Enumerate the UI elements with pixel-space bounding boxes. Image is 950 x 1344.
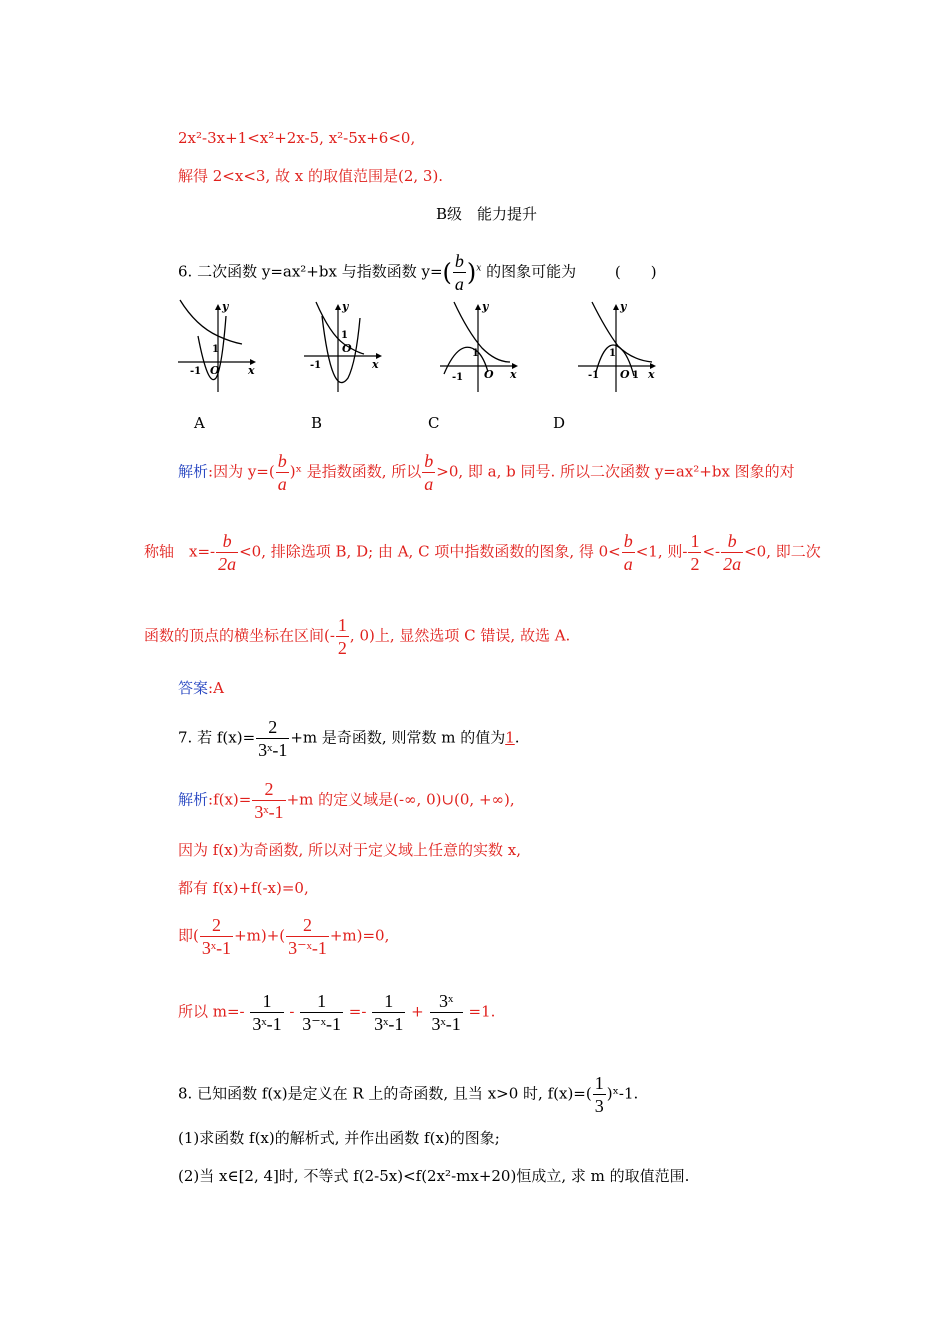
solution-label: 解析: [178, 462, 209, 481]
q6-text-b: 的图象可能为: [486, 262, 577, 281]
fraction-b-over-a: $\frac{b}{a}$: [454, 251, 464, 294]
y-axis-label: y: [222, 300, 229, 313]
solution-7-line-4: 即( $\frac{2}{\text{3ˣ-1}}$ +m)+( $\frac{2}{\text{3⁻ˣ-1}}$ +m)=0,: [178, 915, 390, 958]
graph-option-a: [176, 296, 260, 396]
fraction-1-over-3x-minus-1: $\frac{1}{\text{3ˣ-1}}$: [252, 991, 282, 1034]
fill-blank-answer: 1: [505, 728, 515, 747]
solution-7-line-1: 解析:f(x)= $\frac{2}{\text{3ˣ-1}}$ +m 的定义域是(-∞, 0)∪(0, +∞),: [178, 779, 515, 822]
solution-6-line-2: 称轴 x=- $\frac{b}{2a}$ <0, 排除选项 B, D; 由 A, C 项中指数函数的图象, 得 0< $\frac{b}{a}$ <1, 则- $\frac{1}{2}$ <- $\frac{b}{2a}$ <0, 即二次: [144, 531, 821, 574]
y-axis-label: y: [342, 300, 349, 313]
q6-text-a: 6. 二次函数 y=ax²+bx 与指数函数 y=: [178, 262, 443, 281]
tick-1-x: 1: [632, 370, 639, 381]
y-axis-label: y: [482, 300, 489, 313]
option-label-a: A: [194, 414, 205, 432]
fraction-1-over-3-negx-minus-1: $\frac{1}{\text{3⁻ˣ-1}}$: [302, 991, 341, 1034]
tick-1: 1: [341, 330, 348, 341]
tick-1: 1: [609, 348, 616, 359]
tick-neg1: -1: [190, 366, 202, 377]
fraction-b-over-a: $\frac{b}{a}$: [424, 451, 434, 494]
fraction-one-half: $\frac{1}{2}$: [337, 615, 347, 658]
fraction-3x-over-3x-minus-1: $\frac{\text{3ˣ}}{\text{3ˣ-1}}$: [431, 991, 461, 1034]
fraction-b-over-a: $\frac{b}{a}$: [623, 531, 633, 574]
tick-1: 1: [472, 348, 479, 359]
prev-solution-line-1: 2x²-3x+1<x²+2x-5, x²-5x+6<0,: [178, 129, 416, 147]
tick-neg1: -1: [452, 372, 464, 383]
fraction-2-over-3-negx-minus-1: $\frac{2}{\text{3⁻ˣ-1}}$: [288, 915, 327, 958]
x-axis-label: x: [510, 368, 517, 381]
solution-7-line-3: 都有 f(x)+f(-x)=0,: [178, 879, 309, 897]
fraction-one-third: $\frac{1}{3}$: [594, 1073, 604, 1116]
origin-label: O: [620, 368, 630, 381]
paren-close: ): [466, 258, 477, 287]
solution-6-line-1: 解析:因为 y=( $\frac{b}{a}$ )ˣ 是指数函数, 所以 $\frac{b}{a}$ >0, 即 a, b 同号. 所以二次函数 y=ax²+bx 图象的对: [178, 451, 795, 494]
option-label-d: D: [553, 414, 566, 432]
graph-option-b: [302, 296, 386, 396]
section-heading: B级 能力提升: [436, 205, 538, 223]
tick-1: 1: [212, 344, 219, 355]
y-axis-label: y: [620, 300, 627, 313]
option-label-b: B: [311, 414, 323, 432]
question-8-part-1: (1)求函数 f(x)的解析式, 并作出函数 f(x)的图象;: [178, 1129, 500, 1147]
fraction-2-over-3x-minus-1: $\frac{2}{\text{3ˣ-1}}$: [254, 779, 284, 822]
x-axis-label: x: [648, 368, 655, 381]
fraction-b-over-a: $\frac{b}{a}$: [277, 451, 287, 494]
question-8: 8. 已知函数 f(x)是定义在 R 上的奇函数, 且当 x>0 时, f(x)=( $\frac{1}{3}$ )ˣ-1.: [178, 1073, 639, 1116]
fraction-1-over-3x-minus-1: $\frac{1}{\text{3ˣ-1}}$: [374, 991, 404, 1034]
fraction-b-over-2a: $\frac{b}{2a}$: [723, 531, 742, 574]
answer-paren: ( ): [614, 262, 657, 281]
x-axis-label: x: [372, 358, 379, 371]
origin-label: O: [484, 368, 494, 381]
fraction-2-over-3x-minus-1: $\frac{2}{\text{3ˣ-1}}$: [201, 915, 232, 958]
answer-6: [178, 678, 224, 698]
fraction-one-half: $\frac{1}{2}$: [690, 531, 700, 574]
solution-7-line-2: 因为 f(x)为奇函数, 所以对于定义域上任意的实数 x,: [178, 841, 522, 859]
tick-neg1: -1: [588, 370, 600, 381]
option-label-c: C: [428, 414, 440, 432]
origin-label: O: [210, 364, 220, 377]
fraction-2-over-3x-minus-1: $\frac{2}{\text{3ˣ-1}}$: [258, 717, 288, 760]
answer-value: :A: [208, 679, 224, 697]
graph-option-d: [576, 296, 660, 396]
tick-neg1: -1: [310, 360, 322, 371]
question-7: 7. 若 f(x)= $\frac{2}{\text{3ˣ-1}}$ +m 是奇函数, 则常数 m 的值为1.: [178, 717, 520, 760]
prev-solution-line-2: 解得 2<x<3, 故 x 的取值范围是(2, 3).: [178, 167, 444, 185]
solution-6-line-3: 函数的顶点的横坐标在区间(- $\frac{1}{2}$ , 0)上, 显然选项 C 错误, 故选 A.: [144, 615, 571, 658]
origin-label: O: [342, 342, 352, 355]
solution-label: 解析: [178, 790, 209, 809]
graph-option-c: [438, 296, 522, 396]
question-6: 6. 二次函数 y=ax²+bx 与指数函数 y=( $\frac{b}{a}$ )$^x$ 的图象可能为 ( ): [178, 251, 657, 294]
solution-7-line-5: 所以 m=- $\frac{1}{\text{3ˣ-1}}$ - $\frac{1}{\text{3⁻ˣ-1}}$ =- $\frac{1}{\text{3ˣ-1}}$ + $\frac{\text{3ˣ}}{\text{3ˣ-1}}$ =1.: [178, 991, 496, 1034]
answer-label: 答案: [178, 679, 209, 697]
question-8-part-2: (2)当 x∈[2, 4]时, 不等式 f(2-5x)<f(2x²-mx+20)恒成立, 求 m 的取值范围.: [178, 1167, 690, 1185]
fraction-b-over-2a: $\frac{b}{2a}$: [218, 531, 237, 574]
x-axis-label: x: [248, 364, 255, 377]
paren-open: (: [442, 258, 452, 287]
